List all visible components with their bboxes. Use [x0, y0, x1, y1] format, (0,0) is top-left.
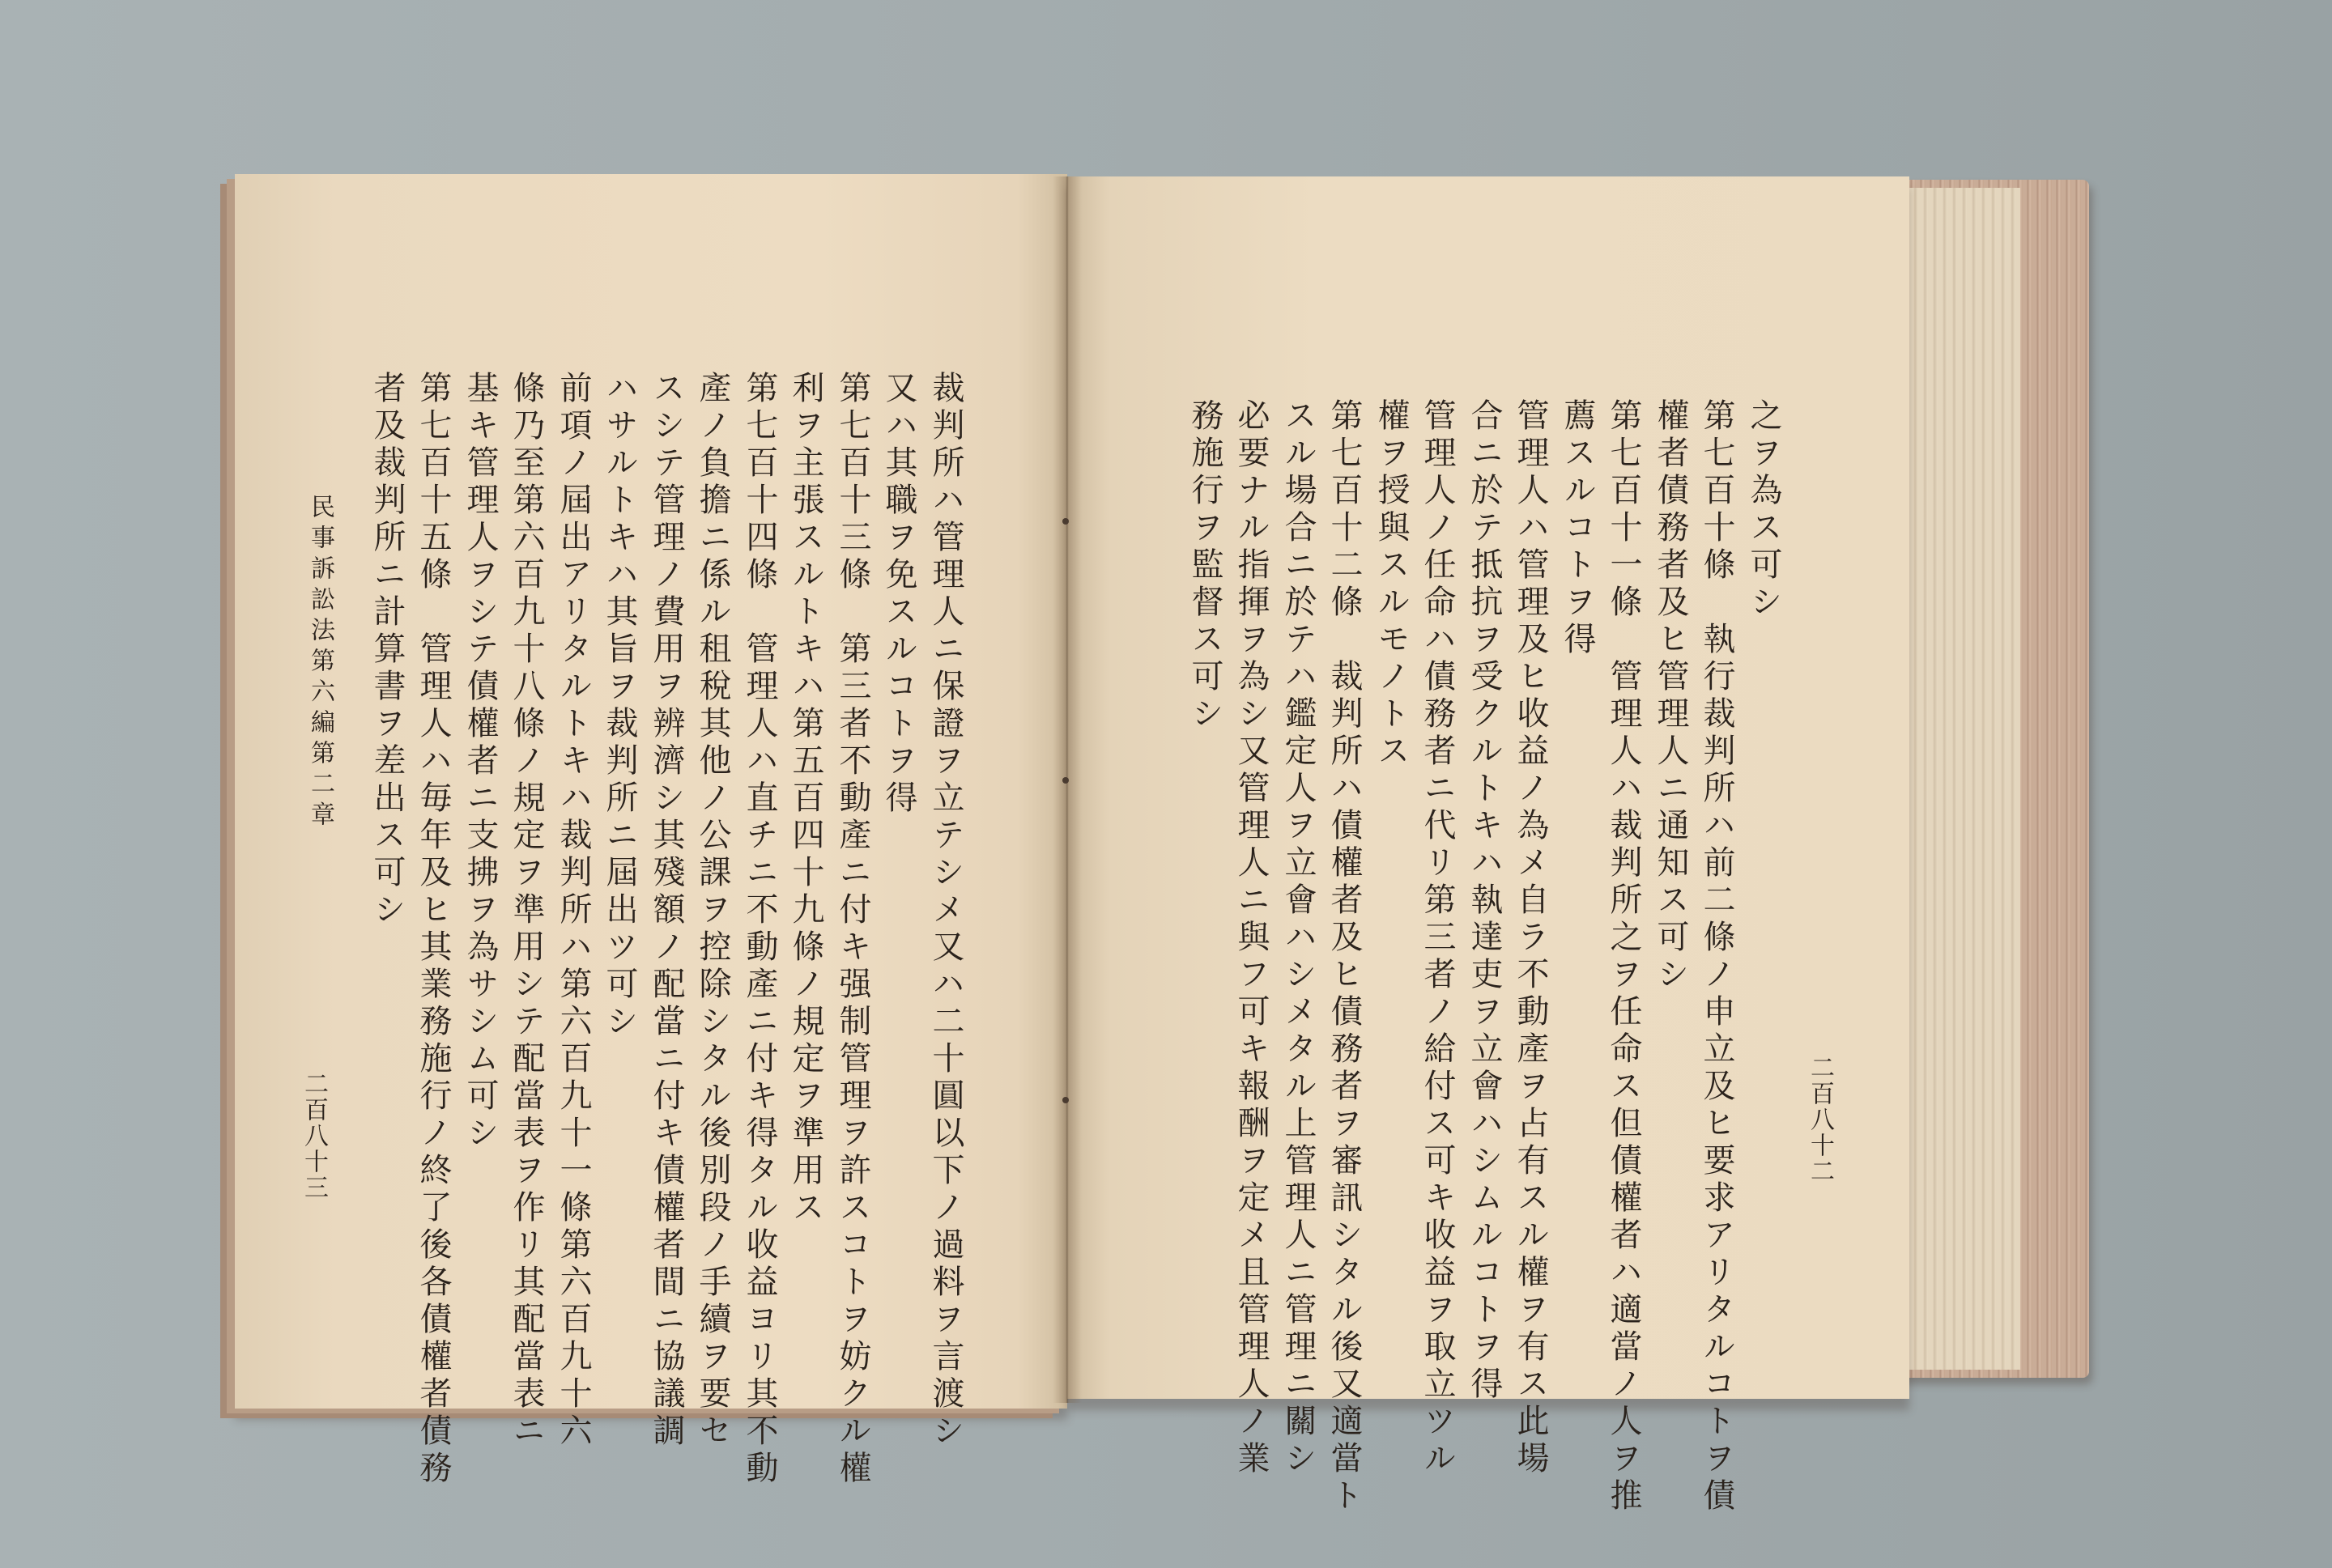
page-edges — [1899, 188, 2020, 1370]
book-gutter — [1053, 176, 1082, 1403]
right-page-folio: 二百八十二 — [1806, 1055, 1834, 1184]
left-col-12: 第七百十五條 管理人ハ毎年及ヒ其業務施行ノ終了後各債權者債務 — [415, 371, 452, 1488]
left-col-4: 利ヲ主張スルトキハ第五百四十九條ノ規定ヲ準用ス — [787, 371, 824, 1227]
right-col-2: 第七百十條 執行裁判所ハ前二條ノ申立及ヒ要求アリタルコトヲ債 — [1698, 398, 1735, 1515]
right-col-13: 務施行ヲ監督ス可シ — [1186, 398, 1223, 733]
binding-stitch — [1062, 518, 1069, 525]
running-head: 民事訴訟法第六編第二章 — [306, 494, 334, 832]
left-col-5: 第七百十四條 管理人ハ直チニ不動產ニ付キ得タル收益ヨリ其不動 — [741, 371, 778, 1488]
left-col-1: 裁判所ハ管理人ニ保證ヲ立テシメ又ハ二十圓以下ノ過料ヲ言渡シ — [927, 371, 964, 1451]
left-col-10: 條乃至第六百九十八條ノ規定ヲ準用シテ配當表ヲ作リ其配當表ニ — [508, 371, 545, 1451]
right-col-7: 合ニ於テ抵抗ヲ受クルトキハ執達吏ヲ立會ハシムルコトヲ得 — [1466, 398, 1503, 1404]
left-col-9: 前項ノ屆出アリタルトキハ裁判所ハ第六百九十一條第六百九十六 — [555, 371, 592, 1451]
left-col-11: 基キ管理人ヲシテ債權者ニ支拂ヲ為サシム可シ — [462, 371, 499, 1153]
left-col-3: 第七百十三條 第三者不動產ニ付キ强制管理ヲ許スコトヲ妨クル權 — [834, 371, 871, 1488]
right-col-12: 必要ナル指揮ヲ為シ又管理人ニ與フ可キ報酬ヲ定メ且管理人ノ業 — [1232, 398, 1270, 1478]
left-col-2: 又ハ其職ヲ免スルコトヲ得 — [880, 371, 917, 818]
left-page-folio: 二百八十三 — [300, 1071, 328, 1200]
left-col-8: ハサルトキハ其旨ヲ裁判所ニ屆出ツ可シ — [601, 371, 638, 1041]
right-col-11: スル場合ニ於テハ鑑定人ヲ立會ハシメタル上管理人ニ管理ニ關シ — [1279, 398, 1317, 1478]
right-col-1: 之ヲ為ス可シ — [1745, 398, 1782, 622]
right-col-8: 管理人ノ任命ハ債務者ニ代リ第三者ノ給付ス可キ收益ヲ取立ツル — [1419, 398, 1456, 1478]
binding-stitch — [1062, 777, 1069, 784]
right-col-4: 第七百十一條 管理人ハ裁判所之ヲ任命ス但債權者ハ適當ノ人ヲ推 — [1605, 398, 1642, 1515]
left-col-7: スシテ管理ノ費用ヲ辨濟シ其殘額ノ配當ニ付キ債權者間ニ協議調 — [648, 371, 685, 1451]
right-col-9: 權ヲ授與スルモノトス — [1372, 398, 1410, 771]
right-col-6: 管理人ハ管理及ヒ收益ノ為メ自ラ不動產ヲ占有スル權ヲ有ス此場 — [1512, 398, 1549, 1478]
right-col-10: 第七百十二條 裁判所ハ債權者及ヒ債務者ヲ審訊シタル後又適當ト — [1326, 398, 1363, 1515]
left-col-6: 產ノ負擔ニ係ル租稅其他ノ公課ヲ控除シタル後別段ノ手續ヲ要セ — [694, 371, 731, 1451]
binding-stitch — [1062, 1097, 1069, 1103]
right-col-5: 薦スルコトヲ得 — [1559, 398, 1596, 659]
left-col-13: 者及裁判所ニ計算書ヲ差出ス可シ — [368, 371, 406, 929]
right-col-3: 權者債務者及ヒ管理人ニ通知ス可シ — [1652, 398, 1689, 994]
